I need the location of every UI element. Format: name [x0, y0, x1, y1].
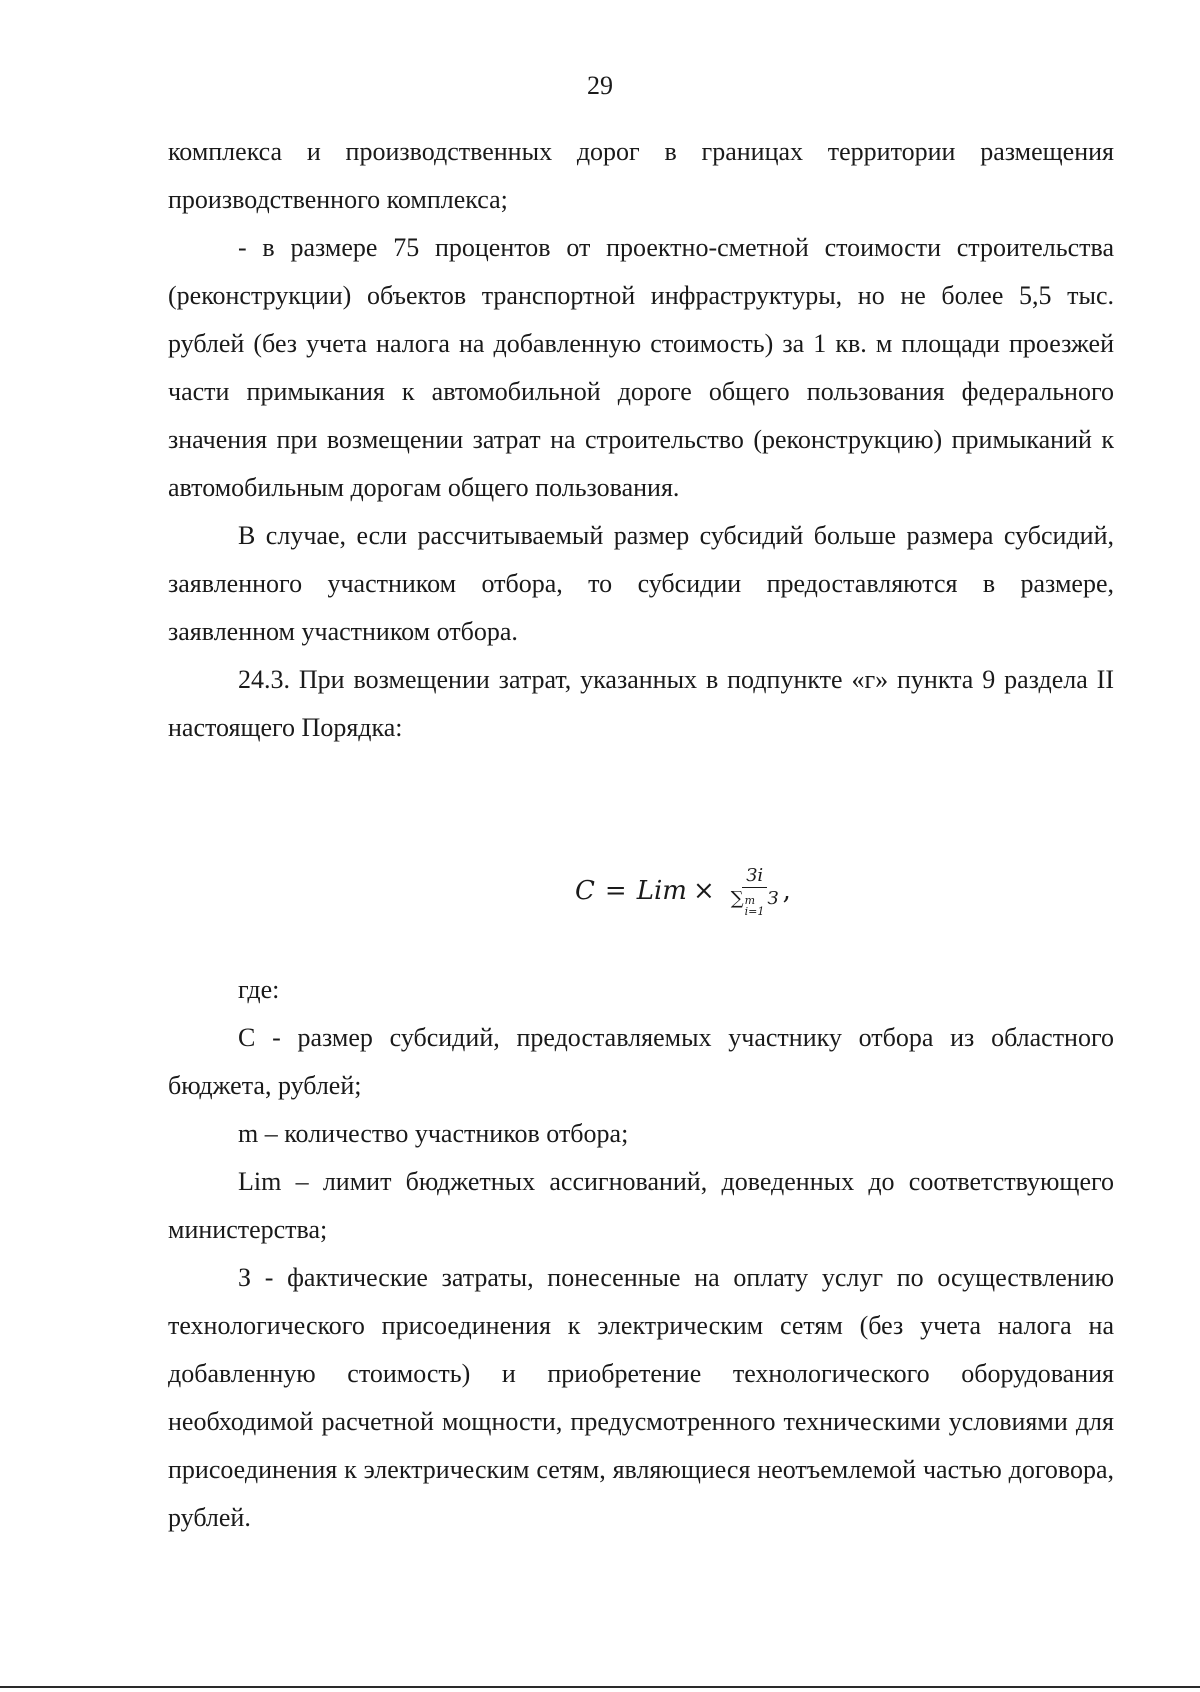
formula-denominator: [727, 888, 783, 917]
formula-sigma-sub: i=1: [744, 905, 765, 918]
paragraph-def-lim: Lim – лимит бюджетных ассигнований, доведенных до соответствующего министерства;: [168, 1167, 1114, 1244]
formula-sigma-limits: [745, 895, 765, 917]
paragraph-4: 24.3. При возмещении затрат, указанных в подпункте «г» пункта 9 раздела II настоящего Порядка:: [168, 665, 1114, 742]
formula-sigma: ∑: [730, 888, 744, 909]
formula-lim: Lim: [636, 876, 687, 906]
formula-times: ×: [692, 876, 715, 906]
formula-numerator: Зi: [742, 865, 767, 888]
bottom-scan-edge-line: [0, 1686, 1200, 1688]
formula-equals: =: [604, 876, 627, 906]
formula-fraction: [727, 865, 783, 917]
formula-denominator-term: З: [767, 888, 779, 909]
paragraph-def-m: m – количество участников отбора;: [238, 1119, 629, 1148]
text-section-bottom: [168, 966, 1114, 1542]
paragraph-2: - в размере 75 процентов от проектно-сметной стоимости строительства (реконструкции) объектов транспортной инфраструктуры, но не более 5,5 тыс. рублей (без учета налога на добавленную стоимость) за 1 кв. м площади проезжей части примыкания к автомобильной дороге общего пользования федерального значения при возмещении затрат на строительство (реконструкцию) примыканий к автомобильным дорогам общего пользования.: [168, 233, 1114, 502]
paragraph-def-z: З - фактические затраты, понесенные на оплату услуг по осуществлению технологического присоединения к электрическим сетям (без учета налога на добавленную стоимость) и приобретение технологического оборудования необходимой расчетной мощности, предусмотренного техническими условиями для присоединения к электрическим сетям, являющиеся неотъемлемой частью договора, рублей.: [168, 1263, 1114, 1532]
formula-sigma-sup: m: [744, 894, 756, 907]
subsidy-formula: [575, 856, 791, 926]
paragraph-def-c: C - размер субсидий, предоставляемых участнику отбора из областного бюджета, рублей;: [168, 1023, 1114, 1100]
text-section-top: [168, 128, 1114, 752]
paragraph-where: где:: [238, 975, 280, 1004]
formula-lhs: C: [575, 876, 595, 906]
page-number: 29: [587, 71, 613, 100]
formula-trailing-comma: ,: [782, 876, 791, 906]
paragraph-3: В случае, если рассчитываемый размер субсидий больше размера субсидий, заявленного участником отбора, то субсидии предоставляются в размере, заявленном участником отбора.: [168, 521, 1114, 646]
paragraph-1: комплекса и производственных дорог в границах территории размещения производственного комплекса;: [168, 137, 1114, 214]
